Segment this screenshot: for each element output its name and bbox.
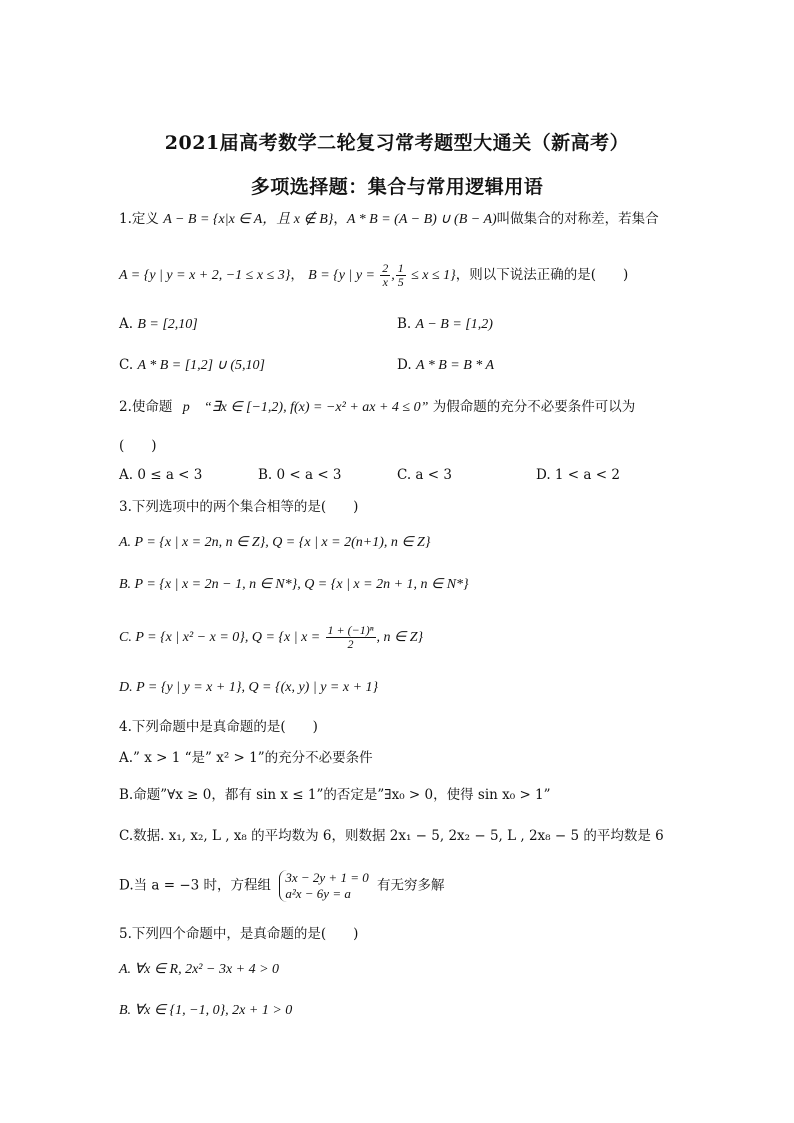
q1-set-b-mid: , (391, 268, 395, 283)
q2-proposition-p: p (182, 400, 190, 415)
q1-set-b-left: B = {y | y = (308, 268, 375, 283)
q4-option-d (119, 870, 445, 902)
q2-answer-paren: ( ) (119, 438, 157, 454)
q1-option-a: A. B = [2,10] (119, 316, 198, 332)
q2-option-c: C. a < 3 (397, 467, 452, 483)
q3-option-c-left: C. P = {x | x² − x = 0}, Q = {x | x = (119, 630, 321, 645)
q1-option-d: D. A * B = B * A (397, 357, 495, 373)
q1-comma: ， (290, 267, 304, 283)
q3-option-b: B. P = {x | x = 2n − 1, n ∈ N*}, Q = {x | x = 2n + 1, n ∈ N*} (119, 577, 469, 592)
document-subtitle: 多项选择题：集合与常用逻辑用语 (250, 176, 544, 198)
q4-equation-1: 3x − 2y + 1 = 0 (285, 870, 369, 885)
q1-option-b: B. A − B = [1,2) (397, 316, 493, 332)
q1-fraction-2-over-x: $\frac{2}{x}$ (382, 261, 389, 289)
q3-option-d: D. P = {y | y = x + 1}, Q = {(x, y) | y = x + 1} (119, 680, 379, 695)
q1-sets-line (119, 262, 628, 289)
q2-option-a: A. 0 ≤ a < 3 (119, 467, 203, 483)
q4-stem: 4.下列命题中是真命题的是( ) (119, 719, 318, 735)
q4-equation-system (279, 870, 368, 902)
q3-option-c-fraction: $\frac{\text{1 + (−1)ⁿ}}{2}$ (327, 623, 374, 651)
q3-option-a: A. P = {x | x = 2n, n ∈ Z}, Q = {x | x = 2(n+1), n ∈ Z} (119, 535, 431, 550)
q1-def-symmetric: A * B = (A − B) ∪ (B − A) (346, 212, 497, 227)
q1-fraction-1-over-5: $\frac{1}{5}$ (397, 261, 404, 289)
q3-option-c-right: , n ∈ Z} (376, 630, 424, 645)
q2-option-d: D. 1 < a < 2 (536, 467, 620, 483)
q1-definition-line (119, 209, 659, 230)
q3-stem: 3.下列选项中的两个集合相等的是( ) (119, 499, 359, 515)
q2-stem (119, 397, 635, 418)
q4-option-a: A.” x > 1 “是” x² > 1”的充分不必要条件 (119, 750, 373, 766)
document-title: 2021届高考数学二轮复习常考题型大通关（新高考） (164, 132, 630, 154)
q1-tail: 叫做集合的对称差，若集合 (496, 211, 659, 227)
q2-statement: “∃x ∈ [−1,2), f(x) = −x² + ax + 4 ≤ 0” (203, 400, 429, 415)
q4-equation-2: a²x − 6y = a (285, 886, 351, 901)
q1-lead: 1.定义 (119, 211, 159, 227)
q4-option-c: C.数据. x₁, x₂, L , x₈ 的平均数为 6，则数据 2x₁ − 5, 2x₂ − 5, L , 2x₈ − 5 的平均数是 6 (119, 828, 664, 844)
q2-tail: 为假命题的充分不必要条件可以为 (432, 399, 636, 415)
q4-option-d-left: D.当 a = −3 时，方程组 (119, 877, 272, 894)
q1-def-difference: A − B = {x|x ∈ A，且 x ∉ B} (163, 212, 334, 227)
q4-option-d-right: 有无穷多解 (377, 877, 445, 894)
q1-option-c: C. A * B = [1,2] ∪ (5,10] (119, 357, 265, 373)
q5-option-b: B. ∀x ∈ {1, −1, 0}, 2x + 1 > 0 (119, 1003, 293, 1018)
q3-option-c (119, 624, 423, 651)
q1-ask: ，则以下说法正确的是( ) (455, 267, 629, 283)
q1-sep: ， (333, 211, 347, 227)
q1-set-b-right: ≤ x ≤ 1} (411, 268, 456, 283)
q2-option-b: B. 0 < a < 3 (258, 467, 342, 483)
q5-stem: 5.下列四个命题中，是真命题的是( ) (119, 926, 359, 942)
q2-lead: 2.使命题 (119, 399, 173, 415)
q1-set-a: A = {y | y = x + 2, −1 ≤ x ≤ 3} (119, 268, 291, 283)
q4-option-b: B.命题”∀x ≥ 0，都有 sin x ≤ 1”的否定是”∃x₀ > 0，使得 sin x₀ > 1” (119, 787, 551, 803)
q5-option-a: A. ∀x ∈ R, 2x² − 3x + 4 > 0 (119, 962, 280, 977)
